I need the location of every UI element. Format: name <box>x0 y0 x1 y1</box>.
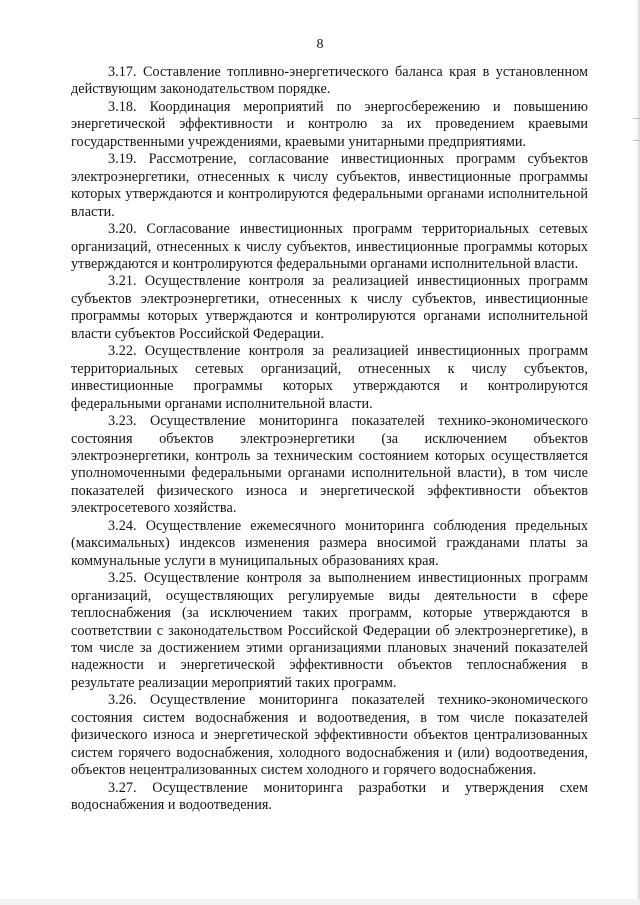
scan-edge-tick <box>633 140 640 141</box>
paragraph-3-24: 3.24. Осуществление ежемесячного мониторинга соблюдения предельных (максимальных) индексов изменения размера вносимой гражданами платы за коммунальные услуги в муниципальных образованиях края. <box>71 517 588 569</box>
page-number: 8 <box>316 37 324 52</box>
paragraph-3-22: 3.22. Осуществление контроля за реализацией инвестиционных программ территориальных сетевых организаций, отнесенных к числу субъектов, инвестиционные программы которых утверждаются и контролируются федеральными органами исполнительной власти. <box>71 343 588 412</box>
paragraph-3-21: 3.21. Осуществление контроля за реализацией инвестиционных программ субъектов электроэнергетики, отнесенных к числу субъектов, инвестиционные программы которых утверждаются и контролируются органами исполнительной власти субъектов Российской Федерации. <box>71 273 588 342</box>
paragraph-3-25: 3.25. Осуществление контроля за выполнением инвестиционных программ организаций, осуществляющих регулируемые виды деятельности в сфере теплоснабжения (за исключением таких программ, которые утверждаются в соответствии с законодательством Российской Федерации об электроэнергетике), в том числе за достижением этими организациями плановых значений показателей надежности и энергетической эффективности объектов теплоснабжения в результате реализации мероприятий таких программ. <box>71 570 588 691</box>
scan-edge-tick <box>633 118 640 119</box>
paragraph-3-27: 3.27. Осуществление мониторинга разработки и утверждения схем водоснабжения и водоотведения. <box>71 779 588 814</box>
paragraph-3-19: 3.19. Рассмотрение, согласование инвестиционных программ субъектов электроэнергетики, отнесенных к числу субъектов, инвестиционные программы которых утверждаются и контролируются федеральными органами исполнительной власти. <box>71 151 588 220</box>
paragraph-3-23: 3.23. Осуществление мониторинга показателей технико-экономического состояния объектов электроэнергетики (за исключением объектов электроэнергетики, контроль за техническим состоянием которых осуществляется уполномоченными федеральными органами исполнительной власти), в том числе показателей физического износа и энергетической эффективности объектов электросетевого хозяйства. <box>71 413 588 517</box>
paragraph-3-26: 3.26. Осуществление мониторинга показателей технико-экономического состояния систем водоснабжения и водоотведения, в том числе показателей физического износа и энергетической эффективности объектов централизованных систем горячего водоснабжения, холодного водоснабжения и (или) водоотведения, объектов нецентрализованных систем холодного и горячего водоснабжения. <box>71 692 588 779</box>
paragraph-3-17: 3.17. Составление топливно-энергетического баланса края в установленном действующим законодательством порядке. <box>71 64 588 98</box>
scan-bottom-edge <box>0 899 640 905</box>
document-body <box>71 64 588 814</box>
paragraph-3-18: 3.18. Координация мероприятий по энергосбережению и повышению энергетической эффективности и контролю за их проведением краевыми государственными учреждениями, краевыми унитарными предприятиями. <box>71 98 588 150</box>
paragraph-3-20: 3.20. Согласование инвестиционных программ территориальных сетевых организаций, отнесенных к числу субъектов, инвестиционные программы которых утверждаются и контролируются федеральными органами исполнительной власти. <box>71 221 588 272</box>
